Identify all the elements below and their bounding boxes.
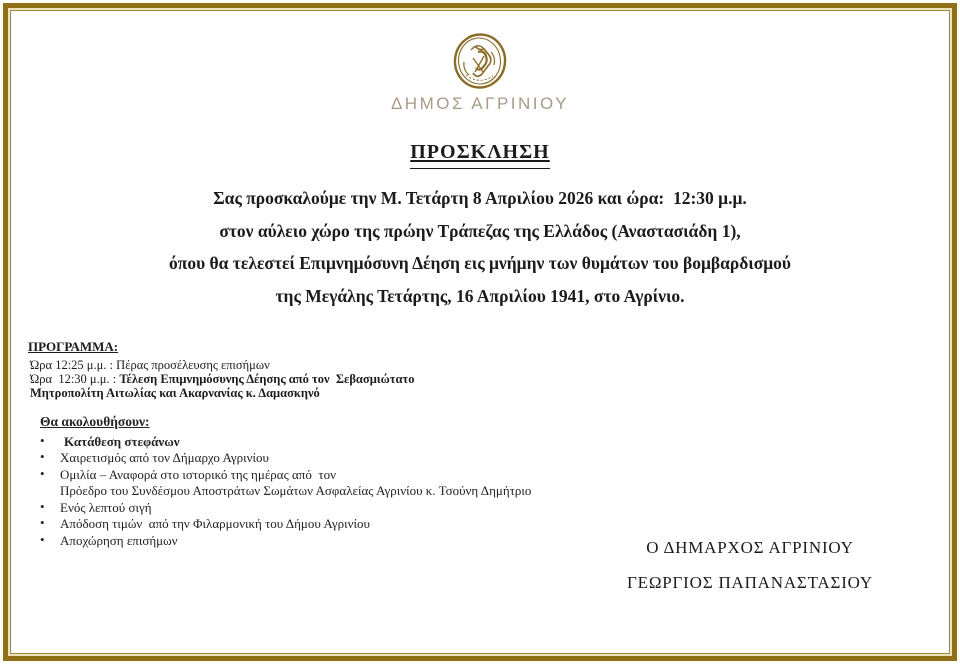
municipality-seal-icon <box>451 32 509 92</box>
program-line: Ώρα 12:25 μ.μ. : Πέρας προσέλευσης επισήμων <box>30 358 270 372</box>
bullet-icon: • <box>40 449 45 464</box>
signature-name: ΓΕΩΡΓΙΟΣ ΠΑΠΑΝΑΣΤΑΣΙΟΥ <box>627 573 873 592</box>
bullet-icon: • <box>40 465 45 481</box>
list-item-text: Ενός λεπτού σιγή <box>60 499 152 515</box>
followups-list <box>40 434 531 550</box>
list-item <box>40 500 531 517</box>
bullet-icon: • <box>40 432 45 448</box>
signature-title: Ο ΔΗΜΑΡΧΟΣ ΑΓΡΙΝΙΟΥ <box>646 538 854 557</box>
header <box>0 32 960 97</box>
intro-line: όπου θα τελεστεί Επιμνημόσυνη Δέηση εις μνήμην των θυμάτων του βομβαρδισμού <box>168 253 792 273</box>
program-time-label: Ώρα 12:30 μ.μ. : <box>30 372 120 386</box>
list-item-continuation: Πρόεδρο του Συνδέσμου Αποστράτων Σωμάτων Ασφαλείας Αγρινίου κ. Τσούνη Δημήτριο <box>60 483 532 498</box>
list-item-text: Αποχώρηση επισήμων <box>60 532 178 548</box>
list-item <box>40 516 531 533</box>
followups-section <box>40 414 531 549</box>
program-line <box>30 372 415 386</box>
invitation-body <box>0 182 960 312</box>
list-item-text: Χαιρετισμός από τον Δήμαρχο Αγρινίου <box>60 450 269 465</box>
bullet-icon: • <box>40 531 45 547</box>
list-item-text: Ομιλία – Αναφορά στο ιστορικό της ημέρας από τον <box>60 466 336 482</box>
list-item-text: Απόδοση τιμών από την Φιλαρμονική του Δήμου Αγρινίου <box>60 516 370 531</box>
signature-block <box>595 538 905 593</box>
document-title <box>0 141 960 169</box>
list-item <box>40 434 531 451</box>
list-item <box>40 450 531 467</box>
intro-line: της Μεγάλης Τετάρτης, 16 Απριλίου 1941, στο Αγρίνιο. <box>275 285 685 306</box>
program-section <box>28 340 415 400</box>
followups-heading: Θα ακολουθήσουν: <box>40 414 150 429</box>
program-line: Μητροπολίτη Αιτωλίας και Ακαρνανίας κ. Δαμασκηνό <box>30 386 320 400</box>
intro-line: Σας προσκαλούμε την Μ. Τετάρτη 8 Απριλίου 2026 και ώρα: 12:30 μ.μ. <box>213 188 747 208</box>
program-heading: ΠΡΟΓΡΑΜΜΑ: <box>28 339 119 354</box>
intro-line: στον αύλειο χώρο της πρώην Τράπεζας της Ελλάδος (Αναστασιάδη 1), <box>219 220 741 241</box>
list-item <box>40 467 531 500</box>
bullet-icon: • <box>40 515 45 530</box>
bullet-icon: • <box>40 498 45 514</box>
list-item-text: Κατάθεση στεφάνων <box>64 433 180 449</box>
organization-name: ΔΗΜΟΣ ΑΓΡΙΝΙΟΥ <box>390 94 570 113</box>
program-event-text: Τέλεση Επιμνημόσυνης Δέησης από τον Σεβασμιώτατο <box>119 372 415 386</box>
list-item <box>40 533 531 550</box>
document-title-text: ΠΡΟΣΚΛΗΣΗ <box>410 141 550 169</box>
